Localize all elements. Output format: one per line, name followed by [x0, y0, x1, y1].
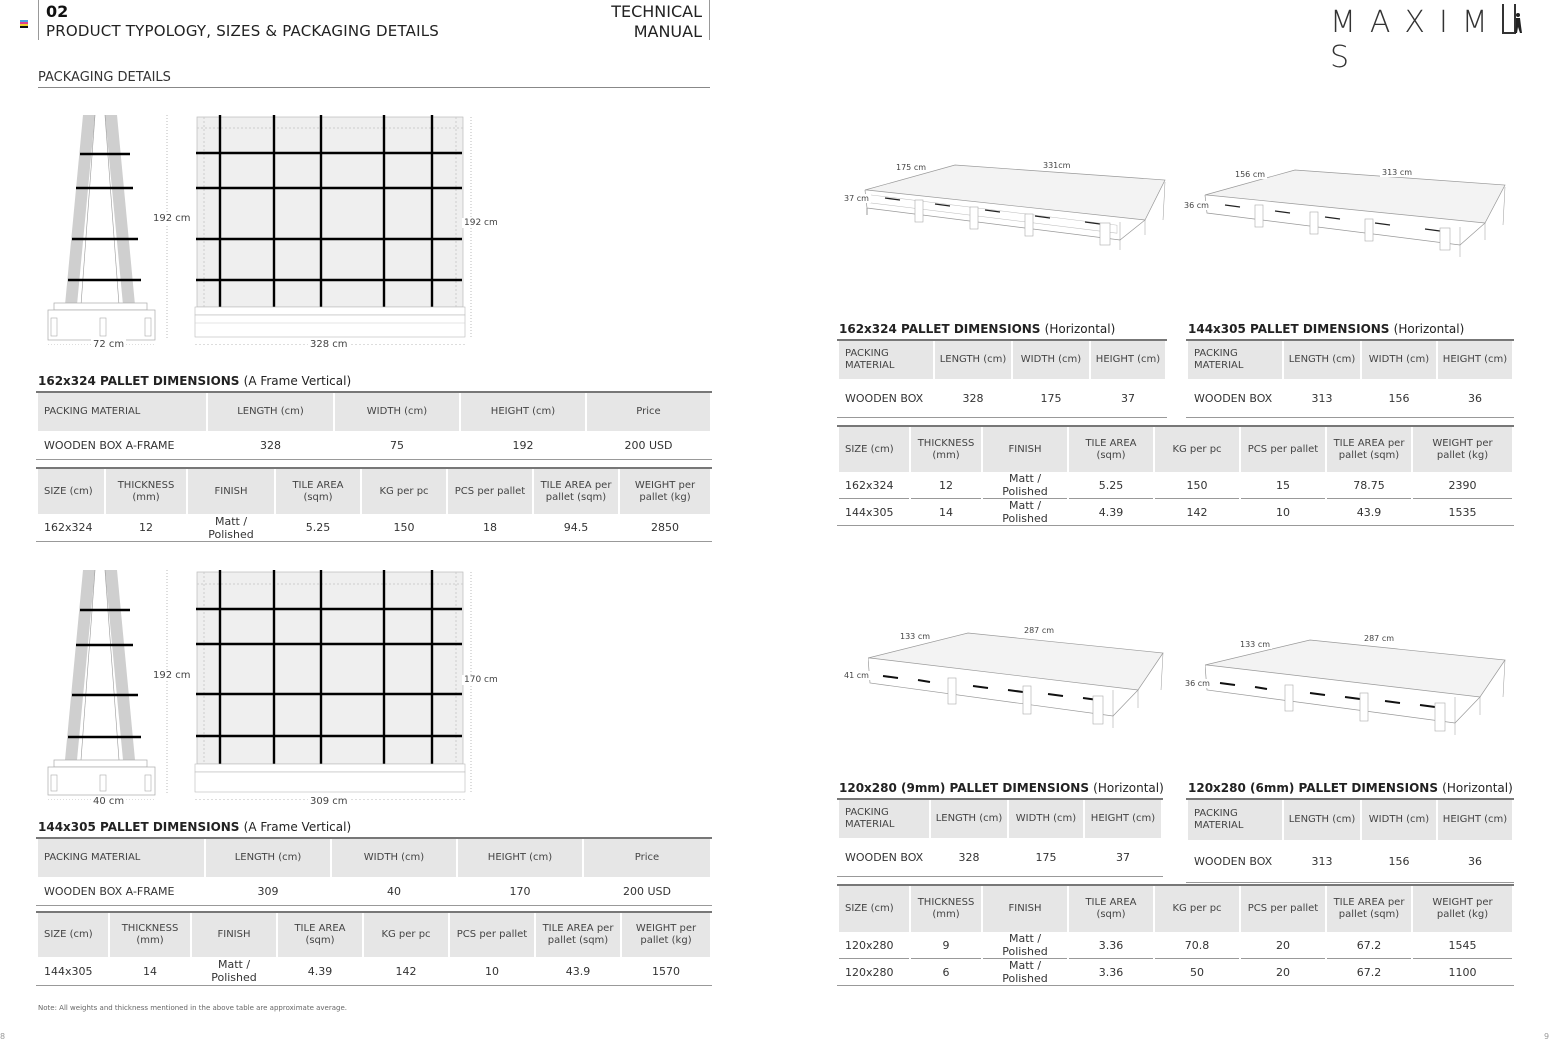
logo-figure-icon [1502, 4, 1516, 34]
aframe-front-diagram [194, 570, 479, 800]
column-header: PCS per pallet [450, 913, 534, 957]
cell-kg: 150 [393, 521, 415, 534]
cell-length: 328 [958, 850, 980, 864]
cell-kg: 142 [395, 964, 417, 978]
cell-length: 328 [962, 391, 984, 405]
logo-text: MAXIM [1330, 5, 1502, 40]
column-header: PACKING MATERIAL [1188, 341, 1282, 379]
cell-height: 36 [1468, 854, 1482, 868]
column-header: FINISH [983, 886, 1067, 932]
dimension-label: 331cm [1043, 161, 1071, 170]
column-header: HEIGHT (cm) [1438, 341, 1512, 379]
manual-label-line1: TECHNICAL [611, 2, 702, 21]
packing-table [36, 837, 712, 906]
table-row [38, 514, 710, 541]
cell-width: 156 [1388, 854, 1410, 868]
cell-tile-area: 3.36 [1098, 938, 1124, 952]
table-row [38, 957, 710, 985]
dimension-label: 72 cm [93, 339, 125, 350]
cell-finish: Matt / Polished [983, 498, 1067, 525]
cell-height: 37 [1121, 391, 1135, 405]
column-header: FINISH [192, 913, 276, 957]
cell-pcs: 20 [1241, 958, 1325, 985]
dimension-label: 192 cm [153, 213, 191, 224]
cell-material: WOODEN BOX [845, 391, 924, 405]
page-number-right: 9 [1544, 1032, 1550, 1041]
column-header: TILE AREA per pallet (sqm) [1327, 427, 1411, 472]
cell-weight: 1570 [652, 964, 680, 978]
table-title [1188, 781, 1513, 795]
packing-table [837, 339, 1167, 418]
column-header: THICKNESS (mm) [911, 427, 981, 472]
page-number-left: 8 [0, 1032, 6, 1041]
cell-finish: Matt / Polished [1002, 472, 1048, 498]
table-title [38, 374, 351, 388]
column-header: PACKING MATERIAL [839, 341, 933, 379]
table-title [839, 781, 1164, 795]
table-row [839, 379, 1165, 417]
column-header: LENGTH (cm) [935, 341, 1011, 379]
brand-logo [1330, 4, 1550, 75]
column-header: FINISH [983, 427, 1067, 472]
column-header: Price [584, 839, 710, 877]
column-header: PCS per pallet [448, 469, 532, 514]
column-header: TILE AREA per pallet (sqm) [534, 469, 618, 514]
table-title-main: 120x280 (9mm) PALLET DIMENSIONS [839, 781, 1089, 795]
cell-width: 40 [387, 884, 401, 898]
cell-length: 313 [1311, 391, 1333, 405]
table-row [839, 472, 1512, 498]
section-heading: PRODUCT TYPOLOGY, SIZES & PACKAGING DETAILS [46, 22, 440, 40]
dimension-label: 313 cm [1382, 168, 1413, 177]
column-header: WIDTH (cm) [1362, 341, 1436, 379]
table-title-sub: (A Frame Vertical) [243, 374, 352, 388]
column-header: PACKING MATERIAL [839, 800, 929, 838]
column-header: WEIGHT per pallet (kg) [620, 469, 710, 514]
column-header: THICKNESS (mm) [106, 469, 186, 514]
column-header: KG per pc [1155, 886, 1239, 932]
cell-size: 162x324 [845, 478, 894, 492]
cell-price: 200 USD [624, 438, 673, 452]
cell-tile-area: 4.39 [307, 964, 333, 978]
column-header: LENGTH (cm) [206, 839, 330, 877]
cell-weight: 2390 [1448, 478, 1477, 492]
column-header: LENGTH (cm) [1284, 341, 1360, 379]
column-header: FINISH [188, 469, 274, 514]
column-header: KG per pc [362, 469, 446, 514]
table-title-main: 162x324 PALLET DIMENSIONS [839, 322, 1041, 336]
product-table [837, 425, 1514, 526]
column-header: TILE AREA (sqm) [276, 469, 360, 514]
table-row [38, 877, 710, 905]
cell-material: WOODEN BOX A-FRAME [44, 884, 175, 898]
table-title [38, 820, 351, 834]
cell-finish: Matt / Polished [983, 958, 1067, 985]
horizontal-pallet-diagram [1200, 165, 1510, 265]
table-row [839, 958, 1512, 985]
table-row [839, 838, 1161, 876]
cell-size: 120x280 [845, 938, 894, 952]
cell-kg: 142 [1155, 498, 1239, 525]
cell-finish: Matt / Polished [1002, 932, 1048, 958]
cell-tile-area: 5.25 [305, 521, 331, 534]
product-table [36, 467, 712, 542]
table-row [1188, 840, 1512, 882]
column-header: PACKING MATERIAL [1188, 800, 1282, 840]
cell-price: 200 USD [623, 884, 671, 898]
column-header: WIDTH (cm) [1362, 800, 1436, 840]
cell-finish: Matt / Polished [211, 958, 257, 984]
cell-material: WOODEN BOX [1194, 391, 1273, 405]
table-title-sub: (Horizontal) [1093, 781, 1164, 795]
cell-material: WOODEN BOX A-FRAME [44, 438, 175, 452]
column-header: PACKING MATERIAL [38, 839, 204, 877]
cell-length: 328 [260, 438, 281, 452]
column-header: WIDTH (cm) [1013, 341, 1089, 379]
dimension-label: 36 cm [1185, 679, 1210, 688]
table-title-sub: (A Frame Vertical) [243, 820, 352, 834]
cell-thickness: 12 [939, 478, 953, 492]
column-header: THICKNESS (mm) [110, 913, 190, 957]
manual-label-line2: MANUAL [633, 22, 702, 41]
column-header: HEIGHT (cm) [1438, 800, 1512, 840]
column-header: SIZE (cm) [38, 913, 108, 957]
cell-pcs: 18 [483, 521, 497, 534]
cell-weight: 1100 [1413, 958, 1512, 985]
table-title-sub: (Horizontal) [1044, 322, 1116, 336]
table-title [1188, 322, 1464, 336]
dimension-label: 328 cm [310, 339, 348, 350]
cell-area-pallet: 67.2 [1327, 958, 1411, 985]
horizontal-pallet-diagram [1205, 635, 1510, 740]
manual-label [611, 2, 702, 42]
aframe-side-diagram [45, 570, 175, 800]
horizontal-pallet-diagram [855, 160, 1170, 260]
column-header: HEIGHT (cm) [1091, 341, 1165, 379]
column-header: KG per pc [1155, 427, 1239, 472]
table-title [839, 322, 1115, 336]
cell-pcs: 10 [1241, 498, 1325, 525]
header-divider [38, 0, 39, 40]
dimension-label: 192 cm [153, 670, 191, 681]
cell-thickness: 14 [143, 964, 157, 978]
cell-area-pallet: 94.5 [563, 521, 589, 534]
cell-tile-area: 4.39 [1069, 498, 1153, 525]
cell-pcs: 15 [1276, 478, 1290, 492]
divider [38, 87, 710, 88]
column-header: WIDTH (cm) [335, 393, 459, 431]
cell-pcs: 10 [485, 964, 499, 978]
column-header: TILE AREA (sqm) [1069, 886, 1153, 932]
column-header: WEIGHT per pallet (kg) [1413, 886, 1512, 932]
product-table [837, 884, 1514, 986]
cell-kg: 70.8 [1184, 938, 1210, 952]
dimension-label: 40 cm [93, 796, 125, 807]
dimension-label: 37 cm [844, 194, 869, 203]
column-header: LENGTH (cm) [208, 393, 333, 431]
header-divider [709, 0, 710, 40]
horizontal-pallet-diagram [868, 628, 1168, 733]
dimension-label: 36 cm [1184, 201, 1209, 210]
dimension-label: 41 cm [844, 671, 869, 680]
table-title-sub: (Horizontal) [1393, 322, 1465, 336]
column-header: SIZE (cm) [38, 469, 104, 514]
cell-material: WOODEN BOX [845, 850, 924, 864]
cell-width: 175 [1035, 850, 1057, 864]
cell-size: 144x305 [44, 964, 93, 978]
cell-height: 170 [509, 884, 531, 898]
column-header: PCS per pallet [1241, 886, 1325, 932]
footnote: Note: All weights and thickness mentioned in the above table are approximate average. [38, 1004, 347, 1012]
table-row [38, 431, 710, 459]
cell-area-pallet: 43.9 [1327, 498, 1411, 525]
cell-area-pallet: 78.75 [1353, 478, 1385, 492]
table-title-sub: (Horizontal) [1442, 781, 1513, 795]
dimension-label: 175 cm [896, 163, 927, 172]
cell-tile-area: 5.25 [1098, 478, 1124, 492]
cell-width: 175 [1040, 391, 1062, 405]
column-header: LENGTH (cm) [1284, 800, 1360, 840]
column-header: SIZE (cm) [839, 886, 909, 932]
logo-text: S [1330, 40, 1364, 75]
column-header: THICKNESS (mm) [911, 886, 981, 932]
cell-thickness: 12 [139, 521, 153, 534]
table-row [839, 932, 1512, 958]
cell-size: 162x324 [44, 521, 93, 534]
dimension-label: 309 cm [310, 796, 348, 807]
cell-material: WOODEN BOX [1194, 854, 1273, 868]
column-header: TILE AREA per pallet (sqm) [536, 913, 620, 957]
cell-thickness: 9 [942, 938, 950, 952]
column-header: TILE AREA (sqm) [278, 913, 362, 957]
column-header: HEIGHT (cm) [1085, 800, 1161, 838]
cell-size: 144x305 [839, 498, 909, 525]
cell-height: 192 [512, 438, 534, 452]
cell-finish: Matt / Polished [208, 514, 254, 541]
color-registration-icon [20, 20, 28, 28]
cell-thickness: 14 [911, 498, 981, 525]
cell-tile-area: 3.36 [1069, 958, 1153, 985]
dimension-label: 192 cm [464, 218, 498, 228]
page-title: PACKAGING DETAILS [38, 70, 171, 85]
cell-length: 313 [1311, 854, 1333, 868]
aframe-front-diagram [194, 115, 479, 345]
table-title-main: 162x324 PALLET DIMENSIONS [38, 374, 240, 388]
cell-width: 75 [390, 438, 404, 452]
dimension-label: 287 cm [1024, 626, 1055, 635]
cell-height: 36 [1468, 391, 1482, 405]
dimension-label: 170 cm [464, 675, 498, 685]
cell-weight: 1545 [1448, 938, 1477, 952]
packing-table [1186, 798, 1514, 883]
cell-area-pallet: 43.9 [565, 964, 591, 978]
table-title-main: 120x280 (6mm) PALLET DIMENSIONS [1188, 781, 1438, 795]
column-header: TILE AREA per pallet (sqm) [1327, 886, 1411, 932]
packing-table [837, 798, 1163, 877]
column-header: PACKING MATERIAL [38, 393, 206, 431]
product-table [36, 911, 712, 986]
column-header: WEIGHT per pallet (kg) [622, 913, 710, 957]
packing-table [1186, 339, 1514, 418]
column-header: WEIGHT per pallet (kg) [1413, 427, 1512, 472]
cell-weight: 1535 [1413, 498, 1512, 525]
dimension-label: 133 cm [1240, 640, 1271, 649]
dimension-label: 133 cm [900, 632, 931, 641]
column-header: HEIGHT (cm) [458, 839, 582, 877]
packing-table [36, 391, 712, 460]
cell-pcs: 20 [1276, 938, 1290, 952]
cell-thickness: 6 [911, 958, 981, 985]
cell-kg: 150 [1186, 478, 1208, 492]
column-header: HEIGHT (cm) [461, 393, 585, 431]
column-header: PCS per pallet [1241, 427, 1325, 472]
column-header: KG per pc [364, 913, 448, 957]
table-title-main: 144x305 PALLET DIMENSIONS [38, 820, 240, 834]
cell-length: 309 [257, 884, 279, 898]
table-title-main: 144x305 PALLET DIMENSIONS [1188, 322, 1390, 336]
dimension-label: 156 cm [1235, 170, 1266, 179]
column-header: WIDTH (cm) [1009, 800, 1083, 838]
section-number: 02 [46, 2, 69, 21]
cell-height: 37 [1116, 850, 1130, 864]
cell-width: 156 [1388, 391, 1410, 405]
aframe-side-diagram [45, 115, 175, 345]
column-header: SIZE (cm) [839, 427, 909, 472]
column-header: LENGTH (cm) [931, 800, 1007, 838]
column-header: WIDTH (cm) [332, 839, 456, 877]
cell-weight: 2850 [651, 521, 679, 534]
cell-kg: 50 [1155, 958, 1239, 985]
cell-size: 120x280 [839, 958, 909, 985]
table-row [839, 498, 1512, 525]
cell-area-pallet: 67.2 [1356, 938, 1382, 952]
dimension-label: 287 cm [1364, 634, 1395, 643]
column-header: Price [587, 393, 710, 431]
column-header: TILE AREA (sqm) [1069, 427, 1153, 472]
table-row [1188, 379, 1512, 417]
